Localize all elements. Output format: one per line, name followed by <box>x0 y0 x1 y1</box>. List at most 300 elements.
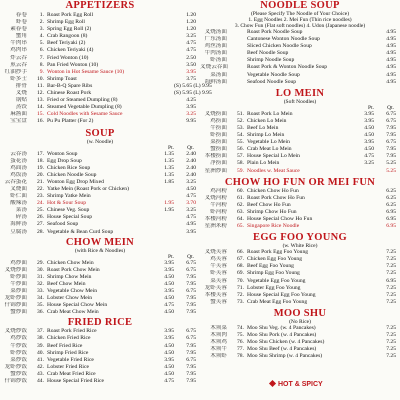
item-name: House Special Chow Mein <box>47 302 108 309</box>
item-price-pint: 1.35 <box>164 150 174 157</box>
item-chinese-name: 虾炒面 <box>10 273 27 280</box>
item-price: 3.25 <box>186 111 196 118</box>
menu-item <box>200 292 400 299</box>
item-name: Beef Chow Mein <box>47 280 86 287</box>
item-name: Hot & Sour Soup <box>47 200 87 207</box>
item-name: Crab Meat Chow Mein <box>47 309 99 316</box>
item-price: 1.20 <box>186 26 196 33</box>
item-chinese-name: 海鲜汤 <box>10 221 27 228</box>
item-number: 14. <box>37 104 44 111</box>
item-chinese-name: 星洲炒面 <box>204 167 227 174</box>
item-number: 10. <box>37 75 44 82</box>
item-name: Chinese Veg. Soup <box>47 207 90 214</box>
menu-item <box>0 260 200 267</box>
menu-item <box>200 146 400 153</box>
menu-item <box>0 158 200 165</box>
item-name: Crab Meat Egg Foo Young <box>247 298 308 305</box>
menu-right-column <box>200 0 400 360</box>
item-price-quart: 3.70 <box>186 200 196 207</box>
menu-item <box>200 79 400 86</box>
item-chinese-name: 龙虾炒面 <box>4 295 27 302</box>
item-price: 4.95 <box>386 64 396 71</box>
item-price-pint: 1.35 <box>164 164 174 171</box>
item-chinese-name: 酸辣汤 <box>10 200 27 207</box>
item-name: Shrimp Egg Roll <box>47 19 85 26</box>
item-number: 60. <box>237 187 244 194</box>
item-name: Moo Shu Shrimp (w. 4 Pancakes) <box>247 353 323 360</box>
item-name: Crab Rangoon (8) <box>47 33 88 40</box>
menu-item <box>200 249 400 256</box>
item-number: 66. <box>237 249 244 256</box>
menu-item <box>0 62 200 69</box>
item-chinese-name: 蒸饺 <box>15 104 27 111</box>
item-name: Lobster Chow Mein <box>47 295 93 302</box>
item-price-pint: 1.95 <box>164 200 174 207</box>
item-price: 7.25 <box>386 324 396 331</box>
item-price-quart: 6.75 <box>186 266 196 273</box>
item-chinese-name: 菜炒饭 <box>10 356 27 363</box>
item-price-quart: 7.95 <box>186 378 196 385</box>
hot-spicy-legend <box>270 381 323 388</box>
item-number: 29. <box>37 259 44 266</box>
item-chinese-name: 锅贴 <box>15 97 27 104</box>
item-price-pint: 3.25 <box>364 160 374 167</box>
item-number: 38. <box>37 335 44 342</box>
item-chinese-name: 广东汤面 <box>204 36 227 43</box>
item-chinese-name: 本楼捞面 <box>204 153 227 160</box>
item-price-pint: 4.50 <box>164 342 174 349</box>
item-name: Shrimp Noodle Soup <box>247 57 295 64</box>
item-chinese-name: 菜炒面 <box>10 288 27 294</box>
item-price: 7.25 <box>386 256 396 263</box>
item-price: 9.95 <box>186 118 196 125</box>
item-name: Shrimp Fried Rice <box>47 349 89 356</box>
item-price-pint: 4.50 <box>164 309 174 316</box>
item-price-quart: 6.75 <box>186 288 196 294</box>
item-number: 19. <box>37 164 44 171</box>
egg-foo-young-list <box>200 249 400 306</box>
item-chinese-name: 木须虾 <box>210 353 227 360</box>
item-price-pint: 4.50 <box>364 124 374 131</box>
item-number: 24. <box>37 200 44 207</box>
item-price-pint <box>356 168 378 175</box>
item-name: Vegetable Fried Rice <box>47 356 94 363</box>
item-number: 68. <box>237 263 244 270</box>
chow-mein-title: CHOW MEIN <box>65 236 135 248</box>
item-chinese-name: 叉烧 <box>15 90 27 97</box>
moo-shu-subtitle: (No Rice) <box>289 318 311 325</box>
item-price-quart: 7.95 <box>186 273 196 280</box>
item-price: 6.25 <box>386 187 396 194</box>
item-price-pint: 4.50 <box>164 295 174 302</box>
menu-item <box>200 57 400 64</box>
item-price: (S) 5.65 (L) 9.95 <box>174 82 212 89</box>
fried-rice-title: FRIED RICE <box>67 317 133 329</box>
item-price: 7.25 <box>386 332 396 338</box>
item-name: Chicken Teriyaki (4) <box>47 47 94 54</box>
item-name: Fried or Steamed Dumpling (8) <box>47 97 118 104</box>
item-chinese-name: 碎汤 <box>15 214 27 221</box>
item-chinese-name: 排骨 <box>15 82 27 89</box>
item-price-quart: 2.40 <box>186 157 196 164</box>
item-name: Shrimp Egg Foo Young <box>247 270 300 277</box>
item-name: Beef Egg Foo Young <box>247 263 294 270</box>
item-price-pint <box>156 186 178 193</box>
item-price-quart: 7.95 <box>186 342 196 349</box>
menu-item <box>0 267 200 274</box>
item-price-pint: 4.50 <box>164 280 174 287</box>
menu-item <box>0 90 212 97</box>
item-name: Vegetable Egg Foo Young <box>247 277 306 284</box>
menu-item <box>0 221 200 228</box>
item-number: 22. <box>37 185 44 192</box>
menu-item <box>200 132 400 139</box>
item-number: 69. <box>237 270 244 277</box>
item-chinese-name: 炸云吞 <box>10 54 27 61</box>
item-price-pint <box>156 214 178 221</box>
item-name: Moo Shu Chicken (w. 4 Pancakes) <box>247 339 325 346</box>
fried-rice-list <box>0 328 200 385</box>
item-number: 58. <box>237 160 244 167</box>
item-chinese-name: 叉烧炒饭 <box>4 328 27 335</box>
item-chinese-name: 虾仁面 <box>10 193 27 200</box>
menu-item <box>0 104 200 111</box>
item-name: Shrimp Yatke Mein <box>47 193 91 200</box>
item-chinese-name: 木须菜 <box>210 324 227 331</box>
item-price-quart: 6.75 <box>386 117 396 124</box>
item-chinese-name: 鸡炒面 <box>10 259 27 266</box>
item-price-quart: 3.25 <box>186 178 196 185</box>
item-price-pint: 3.95 <box>364 110 374 117</box>
item-price-pint: 1.85 <box>164 178 174 185</box>
item-chinese-name: 鸡炒饭 <box>10 335 27 342</box>
item-name: Noodles w. Meat Sauce <box>247 167 300 174</box>
item-name: Shrimp Toast <box>47 75 77 82</box>
item-chinese-name: 虾多士 <box>10 75 27 82</box>
item-number: 16. <box>37 118 44 125</box>
item-price: 7.25 <box>386 346 396 353</box>
menu-item <box>0 309 200 316</box>
item-name: Plain Lo Mein <box>247 160 280 167</box>
item-price: 6.95 <box>386 277 396 284</box>
menu-item <box>200 160 400 167</box>
item-price-quart: 3.25 <box>186 207 196 214</box>
item-name: Roast Pork Egg Roll <box>47 12 94 18</box>
item-name: Shrimp Chow Mein <box>47 273 92 280</box>
item-number: 53. <box>237 124 244 131</box>
item-name: House Special Fried Rice <box>47 378 105 385</box>
noodle-soup-title: NOODLE SOUP <box>260 0 340 11</box>
item-price: 3.50 <box>186 61 196 68</box>
menu-item <box>0 26 200 33</box>
item-price: 2.50 <box>186 54 196 61</box>
menu-item <box>0 40 200 47</box>
item-name: Bar-B-Q Spare Ribs <box>47 82 93 89</box>
item-number: 27. <box>37 221 44 228</box>
item-price-pint: 4.50 <box>164 370 174 377</box>
hot-spicy-label: HOT & SPICY <box>278 381 323 388</box>
item-name: Beef Teriyaki (2) <box>47 40 86 47</box>
item-name: Roast Pork Chow Ho Fun <box>247 194 305 201</box>
item-number: 67. <box>237 256 244 263</box>
menu-item <box>0 12 200 19</box>
menu-item <box>200 270 400 277</box>
chow-fun-list <box>200 188 400 231</box>
item-chinese-name: 鸡捞面 <box>210 117 227 124</box>
item-chinese-name: 鸡芙蓉 <box>210 256 227 263</box>
item-number: 40. <box>37 349 44 356</box>
item-number: 72. <box>237 291 244 298</box>
item-price-pint: 1.35 <box>164 157 174 164</box>
item-price-quart: 2.40 <box>186 150 196 157</box>
item-chinese-name: 蟹芙蓉 <box>210 298 227 305</box>
item-price: 7.25 <box>386 263 396 270</box>
menu-item <box>0 207 200 214</box>
lo-mein-pt-header: Pt. <box>368 104 374 111</box>
item-chinese-name: 牛河粉 <box>210 201 227 208</box>
item-price: 3.25 <box>186 33 196 40</box>
item-price: 6.95 <box>386 215 396 222</box>
item-price: 1.20 <box>186 12 196 18</box>
item-name: Roast Pork Fried Rice <box>47 328 97 335</box>
menu-item <box>0 186 200 193</box>
item-number: 1. <box>39 12 44 18</box>
menu-item <box>200 332 400 339</box>
item-name: Chicken Egg Foo Young <box>247 256 303 263</box>
item-price-quart: 7.95 <box>186 309 196 316</box>
item-price-quart: 6.75 <box>386 110 396 117</box>
item-chinese-name: 鸡饭汤 <box>10 171 27 178</box>
item-chinese-name: 净捞面 <box>210 160 227 167</box>
menu-item <box>200 299 400 306</box>
item-number: 36. <box>37 309 44 316</box>
item-chinese-name: 虾芙蓉 <box>210 270 227 277</box>
item-name: Seafood Noodle Soup <box>247 78 297 85</box>
item-number: 33. <box>37 288 44 294</box>
soup-subtitle: (w. Noodle) <box>86 138 114 145</box>
item-name: Chicken Lo Mein <box>247 117 287 124</box>
item-price: 7.25 <box>386 270 396 277</box>
item-price: 7.25 <box>386 298 396 305</box>
item-chinese-name: 龙虾芙蓉 <box>204 284 227 291</box>
item-number: 61. <box>237 194 244 201</box>
menu-item <box>0 200 200 207</box>
item-price-quart: 7.95 <box>186 363 196 370</box>
item-number: 28. <box>37 228 44 235</box>
item-number: 44. <box>37 378 44 385</box>
item-chinese-name: 叉烧炒面 <box>4 266 27 273</box>
item-number: 74. <box>237 324 244 331</box>
item-number: 70. <box>237 277 244 284</box>
item-chinese-name: 虾汤面 <box>210 57 227 64</box>
item-price-quart: 7.95 <box>186 280 196 287</box>
item-number <box>228 50 247 57</box>
lo-mein-list <box>200 111 400 175</box>
menu-item <box>200 153 400 160</box>
menu-item <box>200 72 400 79</box>
item-price: 4.95 <box>386 43 396 50</box>
menu-item <box>200 263 400 270</box>
item-price-quart: 6.75 <box>186 328 196 335</box>
item-price-pint <box>156 229 178 236</box>
item-name: Cantonese Wonton Noodle Soup <box>247 36 320 43</box>
item-price-pint: 4.50 <box>164 273 174 280</box>
item-price-pint: 3.95 <box>164 266 174 273</box>
item-number: 52. <box>237 117 244 124</box>
item-price: 7.25 <box>386 291 396 298</box>
moo-shu-title: MOO SHU <box>273 307 327 319</box>
item-chinese-name: 牛炒面 <box>10 280 27 287</box>
item-number: 73. <box>237 298 244 305</box>
menu-item <box>0 288 200 295</box>
item-number: 78. <box>237 353 244 360</box>
menu-item <box>0 229 200 236</box>
item-name: House Special Lo Mein <box>247 153 300 160</box>
item-name: Lobster Egg Foo Young <box>247 284 301 291</box>
item-number: 75. <box>237 332 244 338</box>
item-chinese-name: 鸡面汤 <box>10 164 27 171</box>
item-number: 5. <box>39 40 44 47</box>
item-chinese-name: 叉烧芙蓉 <box>204 249 227 256</box>
item-chinese-name: 龙虾炒饭 <box>4 363 27 370</box>
item-number <box>228 43 247 50</box>
menu-item <box>0 179 200 186</box>
item-chinese-name: 煎云吞 <box>10 61 27 68</box>
egg-foo-young-title: EGG FOO YOUNG <box>253 232 347 244</box>
menu-item <box>200 188 400 195</box>
item-name: Vegetable Noodle Soup <box>247 71 300 78</box>
menu-item <box>200 111 400 118</box>
item-name: Moo Shu Pork (w. 4 Pancakes) <box>247 332 317 338</box>
item-chinese-name: 木须肉 <box>210 332 227 338</box>
item-price-quart: 7.95 <box>386 132 396 139</box>
item-name: Singapore Rice Noodle <box>247 223 300 230</box>
item-chinese-name: 本楼河粉 <box>204 215 227 222</box>
item-chinese-name: 木须牛 <box>210 346 227 353</box>
item-number: 37. <box>37 328 44 335</box>
item-number: 65. <box>237 223 244 230</box>
item-name: Spring Egg Roll (2) <box>47 26 92 33</box>
menu-item <box>200 223 400 230</box>
item-price-quart: 4.50 <box>186 185 196 192</box>
item-price-quart: 4.75 <box>186 193 196 200</box>
item-chinese-name: 菜汤 <box>15 207 27 214</box>
item-price: 4.25 <box>186 97 196 104</box>
item-chinese-name: 叉烧河粉 <box>204 194 227 201</box>
item-number: 25. <box>37 207 44 214</box>
item-name: Chicken Fried Rice <box>47 335 91 342</box>
menu-item <box>0 295 200 302</box>
menu-item <box>0 214 200 221</box>
item-name: Seafood Soup <box>47 221 79 228</box>
item-chinese-name: 牛炒饭 <box>10 342 27 349</box>
menu-item <box>0 328 200 335</box>
menu-item <box>200 353 400 360</box>
item-price-pint: 3.95 <box>164 259 174 266</box>
item-name: Yatke Mein (Roast Pork or Chicken) <box>47 185 129 192</box>
menu-item <box>0 33 200 40</box>
item-price: 1.20 <box>186 19 196 26</box>
moo-shu-list <box>200 325 400 360</box>
item-number <box>228 29 247 36</box>
lo-mein-title: LO MEIN <box>275 87 325 99</box>
item-number: 56. <box>237 146 244 153</box>
item-name: Chicken Noodle Soup <box>47 171 97 178</box>
item-price: 4.95 <box>386 36 396 43</box>
item-price-quart: 7.95 <box>186 295 196 302</box>
item-chinese-name: 牛芙蓉 <box>210 263 227 270</box>
item-number: 42. <box>37 363 44 370</box>
item-price-pint: 3.95 <box>364 117 374 124</box>
menu-item <box>0 82 212 90</box>
item-name: Roast Pork Chow Mein <box>47 266 100 273</box>
menu-item <box>200 29 400 36</box>
item-price-pint: 1.95 <box>164 207 174 214</box>
item-price: 3.95 <box>186 68 196 75</box>
item-chinese-name: 什锦炒饭 <box>4 378 27 385</box>
item-number: 20. <box>37 171 44 178</box>
item-chinese-name: 鸡河粉 <box>210 187 227 194</box>
item-chinese-name: 虾炒饭 <box>10 349 27 356</box>
item-name: Roast Pork Lo Mein <box>247 110 293 117</box>
chow-mein-qt-header: Qt. <box>187 253 194 260</box>
item-price-pint: 3.95 <box>164 328 174 335</box>
item-name: Wonton Soup <box>47 150 78 157</box>
item-price: 6.25 <box>386 201 396 208</box>
item-number: 6. <box>39 47 44 54</box>
noodle-soup-list <box>200 29 400 86</box>
item-name: Pu Pu Platter (For 2) <box>47 118 94 125</box>
menu-item <box>0 118 200 125</box>
menu-item <box>0 19 200 26</box>
menu-item <box>0 193 200 200</box>
item-chinese-name: 麻酱面 <box>10 111 27 118</box>
item-chinese-name: 鸡肉串 <box>10 47 27 54</box>
item-price-pint: 3.95 <box>164 356 174 363</box>
item-price: 4.95 <box>386 57 396 64</box>
menu-item <box>200 43 400 50</box>
noodle-soup-sub2: 1. Egg Noodles 2. Mei Fun (Thin rice noodles) <box>248 17 352 23</box>
item-price: 7.25 <box>386 284 396 291</box>
item-number: 4. <box>39 33 44 40</box>
item-name: Shrimp Chow Ho Fun <box>247 208 297 215</box>
menu-item <box>0 371 200 378</box>
item-chinese-name: 虾卷 <box>15 19 27 26</box>
item-number <box>228 79 247 86</box>
menu-item <box>0 364 200 371</box>
chow-mein-list <box>0 260 200 317</box>
item-name: Wonton Egg Drop Mixed <box>47 178 104 185</box>
item-chinese-name: 虾捞面 <box>210 132 227 139</box>
item-number: 51. <box>237 110 244 117</box>
item-chinese-name: 蟹捞面 <box>210 146 227 153</box>
item-price-pint <box>156 193 178 200</box>
item-name: Roast Pork & Wonton Noodle Soup <box>247 64 328 71</box>
item-number: 63. <box>237 208 244 215</box>
item-chinese-name: 菜芙蓉 <box>210 277 227 284</box>
menu-item <box>0 343 200 350</box>
item-name: Vegetable Lo Mein <box>247 139 290 146</box>
item-number: 31. <box>37 273 44 280</box>
item-name: Chicken Chow Ho Fun <box>247 187 299 194</box>
menu-item <box>200 346 400 353</box>
item-price-quart: 4.75 <box>186 214 196 221</box>
item-chinese-name: 什锦炒面 <box>4 302 27 309</box>
menu-item <box>0 302 200 309</box>
item-price-quart: 6.75 <box>186 335 196 342</box>
item-number: 77. <box>237 346 244 353</box>
item-name: Vegetable & Bean Curd Soup <box>47 228 114 235</box>
